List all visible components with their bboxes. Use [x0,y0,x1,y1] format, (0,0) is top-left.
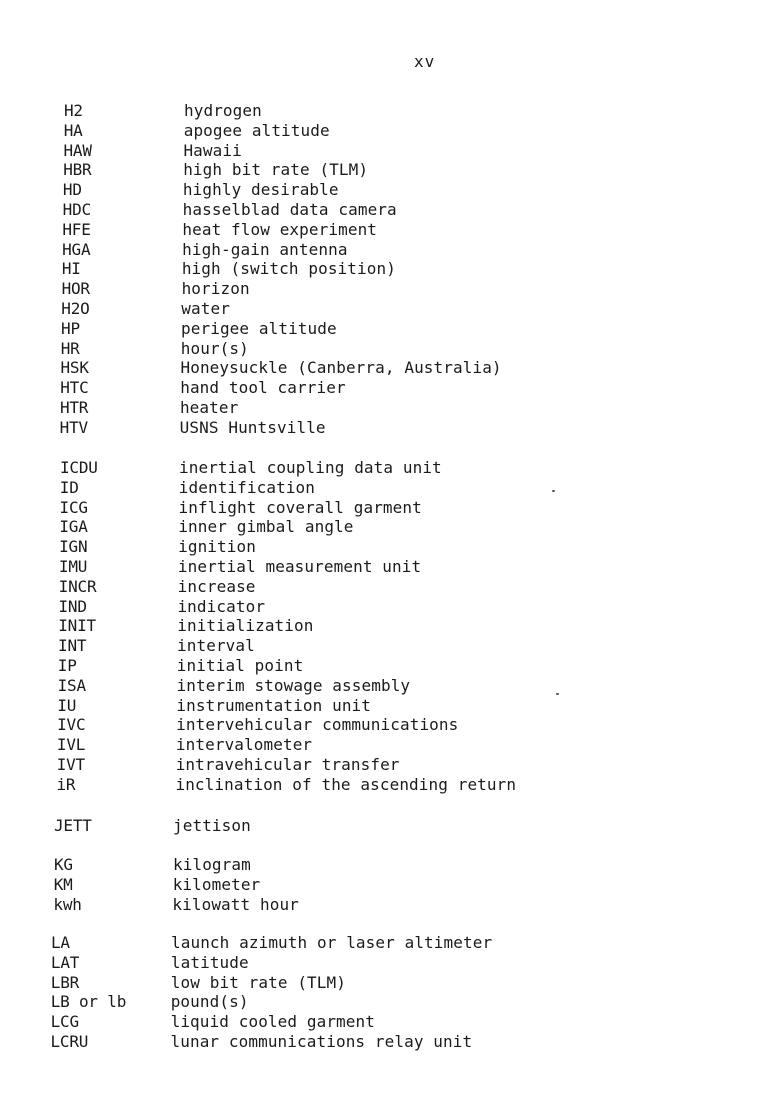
definition: highly desirable [182,180,339,200]
definition: USNS Huntsville [179,417,326,437]
abbreviation: IGA [59,517,88,537]
abbreviation: IGN [59,537,88,557]
definition: increase [177,576,256,596]
definition: high (switch position) [181,259,396,279]
definition: kilometer [172,874,261,894]
abbreviation: IU [57,695,77,715]
abbreviation: INT [58,636,87,656]
abbreviation: HFE [62,219,91,239]
definition: high-gain antenna [182,239,348,259]
abbreviation: HI [61,259,81,279]
definition: hasselblad data camera [182,199,397,219]
definition: water [181,298,230,318]
definition: latitude [170,952,249,972]
abbreviation: ICG [59,497,88,517]
abbreviation: HTR [59,397,89,417]
abbreviation: INIT [58,616,96,636]
abbreviation: IMU [58,556,88,576]
abbreviation: IVC [57,715,86,735]
definition: horizon [181,279,250,299]
definition: high bit rate (TLM) [183,160,369,180]
abbreviation: LAT [50,952,80,972]
scan-speck [556,693,559,695]
definition: heat flow experiment [182,219,378,239]
abbreviation: LCG [50,1012,79,1032]
definition: kilogram [173,855,251,874]
abbreviation: KG [54,855,73,874]
abbreviation: LBR [50,972,80,992]
definition: hydrogen [184,101,262,120]
definition: identification [178,477,316,497]
abbreviation: KM [53,874,73,894]
abbreviation: HBR [63,160,92,180]
definition: inclination of the ascending return [175,774,517,794]
definition: Honeysuckle (Canberra, Australia) [180,358,502,378]
definition: inner gimbal angle [178,517,354,537]
abbreviation: IVL [56,735,86,755]
definition: lunar communications relay unit [170,1031,473,1051]
abbreviation: HA [63,120,83,140]
abbreviation: kwh [53,894,82,914]
definition: interim stowage assembly [176,675,411,695]
definition: launch azimuth or laser altimeter [171,933,493,952]
definition: inflight coverall garment [178,497,422,517]
abbreviation: LB or lb [50,992,127,1012]
definition: pound(s) [170,992,249,1012]
definition: indicator [177,596,266,616]
abbreviation: HTC [60,378,89,398]
abbreviation: H2 [64,101,83,120]
definition: interval [177,636,255,656]
abbreviation: ISA [57,675,86,695]
definition: intravehicular transfer [175,754,400,774]
abbreviation: HTV [59,417,88,437]
abbreviation: iR [56,774,76,794]
definition: inertial measurement unit [177,556,422,576]
abbreviation: HAW [63,140,92,160]
abbreviation: JETT [54,816,92,835]
abbreviation: HSK [60,358,89,378]
definition: apogee altitude [183,120,330,140]
definition: intervalometer [175,735,313,755]
definition: low bit rate (TLM) [170,972,346,992]
page-number: xv [414,52,436,71]
abbreviation: IP [57,655,77,675]
definition: initial point [176,655,304,675]
abbreviation: ICDU [60,458,98,477]
abbreviation: H2O [61,298,90,318]
definition: initialization [177,616,314,636]
definition: instrumentation unit [176,695,372,715]
abbreviation: ID [59,477,79,497]
abbreviation: IVT [56,754,85,774]
definition: perigee altitude [181,318,337,338]
scan-speck [552,490,555,492]
definition: intervehicular communications [176,715,459,735]
abbreviation: IND [58,596,87,616]
definition: hand tool carrier [180,378,346,398]
abbreviation: HOR [61,279,90,299]
definition: Hawaii [183,140,242,160]
definition: hour(s) [180,338,249,358]
abbreviation: HDC [62,199,91,219]
abbreviation: LCRU [50,1031,89,1051]
abbreviation: HP [61,318,80,338]
abbreviation: LA [51,933,70,952]
abbreviation: HD [62,180,82,200]
definition: heater [179,397,239,417]
definition: inertial coupling data unit [179,458,442,477]
abbreviation: HR [60,338,80,358]
definition: liquid cooled garment [170,1012,375,1032]
definition: ignition [178,537,256,557]
definition: jettison [173,816,251,835]
abbreviation: HGA [62,239,91,259]
abbreviation: INCR [58,576,97,596]
definition: kilowatt hour [172,894,299,914]
